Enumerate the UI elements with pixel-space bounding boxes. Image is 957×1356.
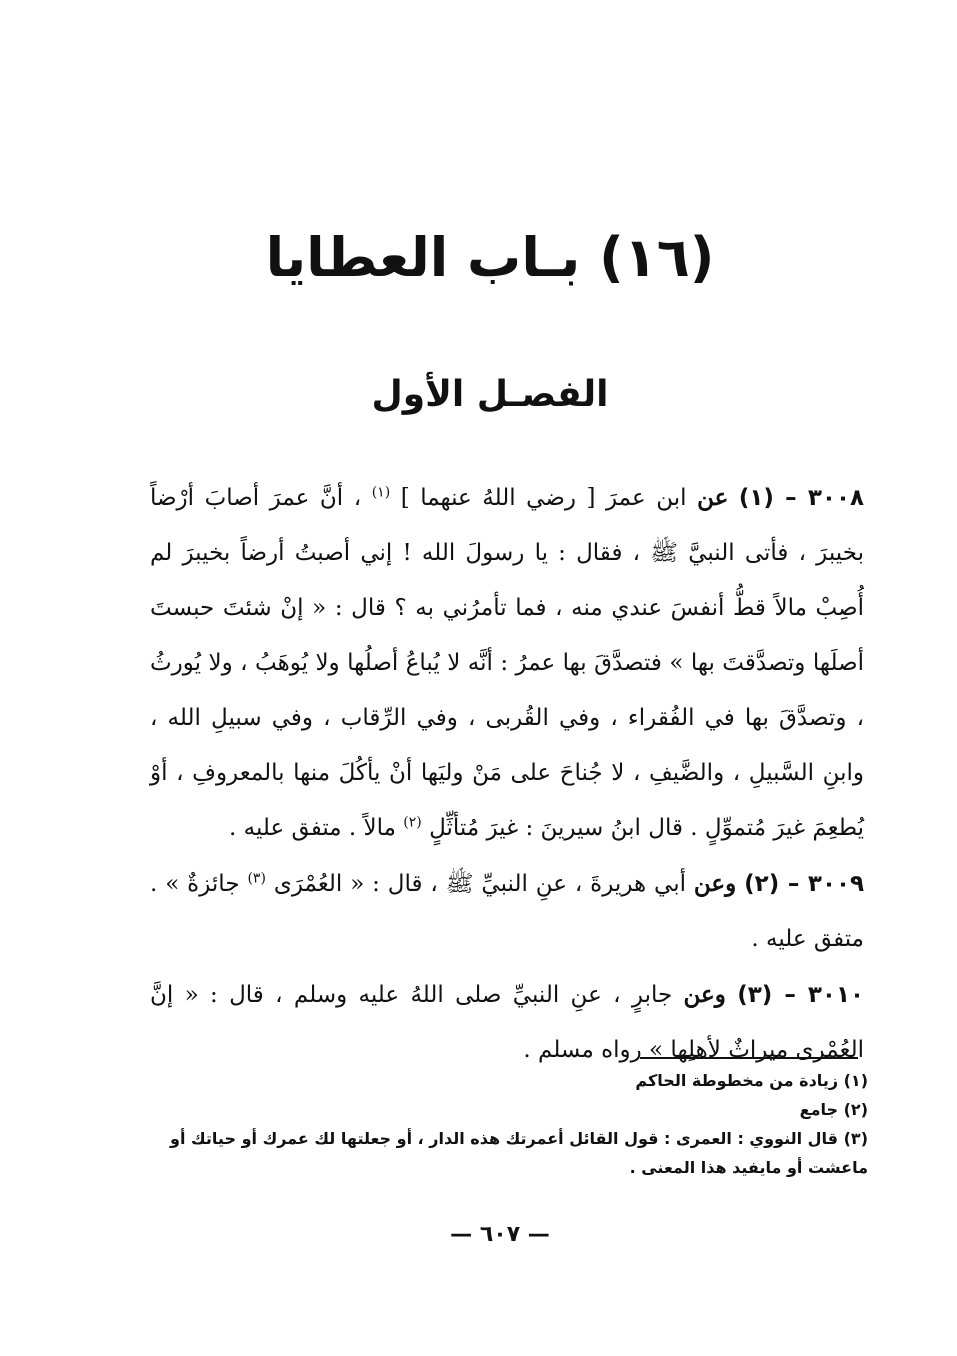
footnote-3: (٣) قال النووي : العمرى : قول القائل أعمرتك هذه الدار ، أو جعلتها لك عمرك أو حياتك أو ماعشت أو مايفيد هذا المعنى .: [170, 1129, 868, 1177]
hadith-number: ٣٠٠٨ – (١): [738, 485, 865, 511]
footnotes: [140, 1066, 868, 1182]
hadith-text: أبي هريرةَ ، عنِ النبيِّ ﷺ ، قال : « العُمْرَى: [273, 871, 686, 897]
hadith-text: ، أنَّ عمرَ أصابَ أرْضاً بخيبرَ ، فأتى النبيَّ ﷺ ، فقال : يا رسولَ الله ! إني أصبتُ أرضاً بخيبرَ لم أُصِبْ مالاً قطُّ أنفسَ عندي منه ، فما تأمرُني به ؟ قال : « إنْ شئتَ حبستَ أصلَها وتصدَّقتَ بها » فتصدَّقَ بها عمرُ : أنَّه لا يُباعُ أصلُها ولا يُوهَبُ ، ولا يُورثُ ، وتصدَّقَ بها في الفُقراء ، وفي القُربى ، وفي الرِّقاب ، وفي سبيلِ الله ، وابنِ السَّبيلِ ، والضَّيفِ ، لا جُناحَ على مَنْ وليَها أنْ يأكُلَ منها بالمعروفِ ، أوْ يُطعِمَ غيرَ مُتموِّلٍ . قال ابنُ سيرينَ : غيرَ مُتأثِّلٍ: [150, 485, 864, 841]
footnote-ref: (٢): [403, 814, 422, 831]
hadith-narrator-word: عن: [697, 484, 729, 511]
footnote-ref: (٣): [247, 870, 266, 887]
footnote-1: (١) زيادة من مخطوطة الحاكم: [635, 1071, 868, 1090]
hadith-3009: [150, 856, 864, 967]
footnote-2: (٢) جامع: [799, 1100, 868, 1119]
hadith-3010: [150, 967, 864, 1078]
hadith-narrator-word: وعن: [693, 870, 737, 897]
hadith-text: جابرٍ ، عنِ النبيِّ صلى اللهُ عليه وسلم ، قال : « إنَّ العُمْرى ميراثٌ لأهلِها » رواه مسلم .: [150, 982, 864, 1063]
hadith-body: [150, 470, 864, 1078]
section-title: الفصـل الأول: [371, 374, 609, 415]
hadith-number: ٣٠٠٩ – (٢): [744, 871, 865, 897]
footnote-divider: [640, 1057, 858, 1059]
hadith-text: مالاً . متفق عليه .: [228, 815, 396, 841]
hadith-narrator-word: وعن: [683, 981, 726, 1008]
hadith-text: ابن عمرَ [ رضي اللهُ عنهما ]: [400, 485, 687, 511]
hadith-3008: [150, 470, 864, 856]
page-number: — ٦٠٧ —: [450, 1222, 550, 1247]
footnote-ref: (١): [371, 484, 391, 501]
hadith-text: جائزةٌ » . متفق عليه .: [150, 871, 864, 952]
hadith-number: ٣٠١٠ – (٣): [737, 982, 865, 1008]
chapter-title: (١٦) بـاب العطايا: [265, 226, 715, 289]
